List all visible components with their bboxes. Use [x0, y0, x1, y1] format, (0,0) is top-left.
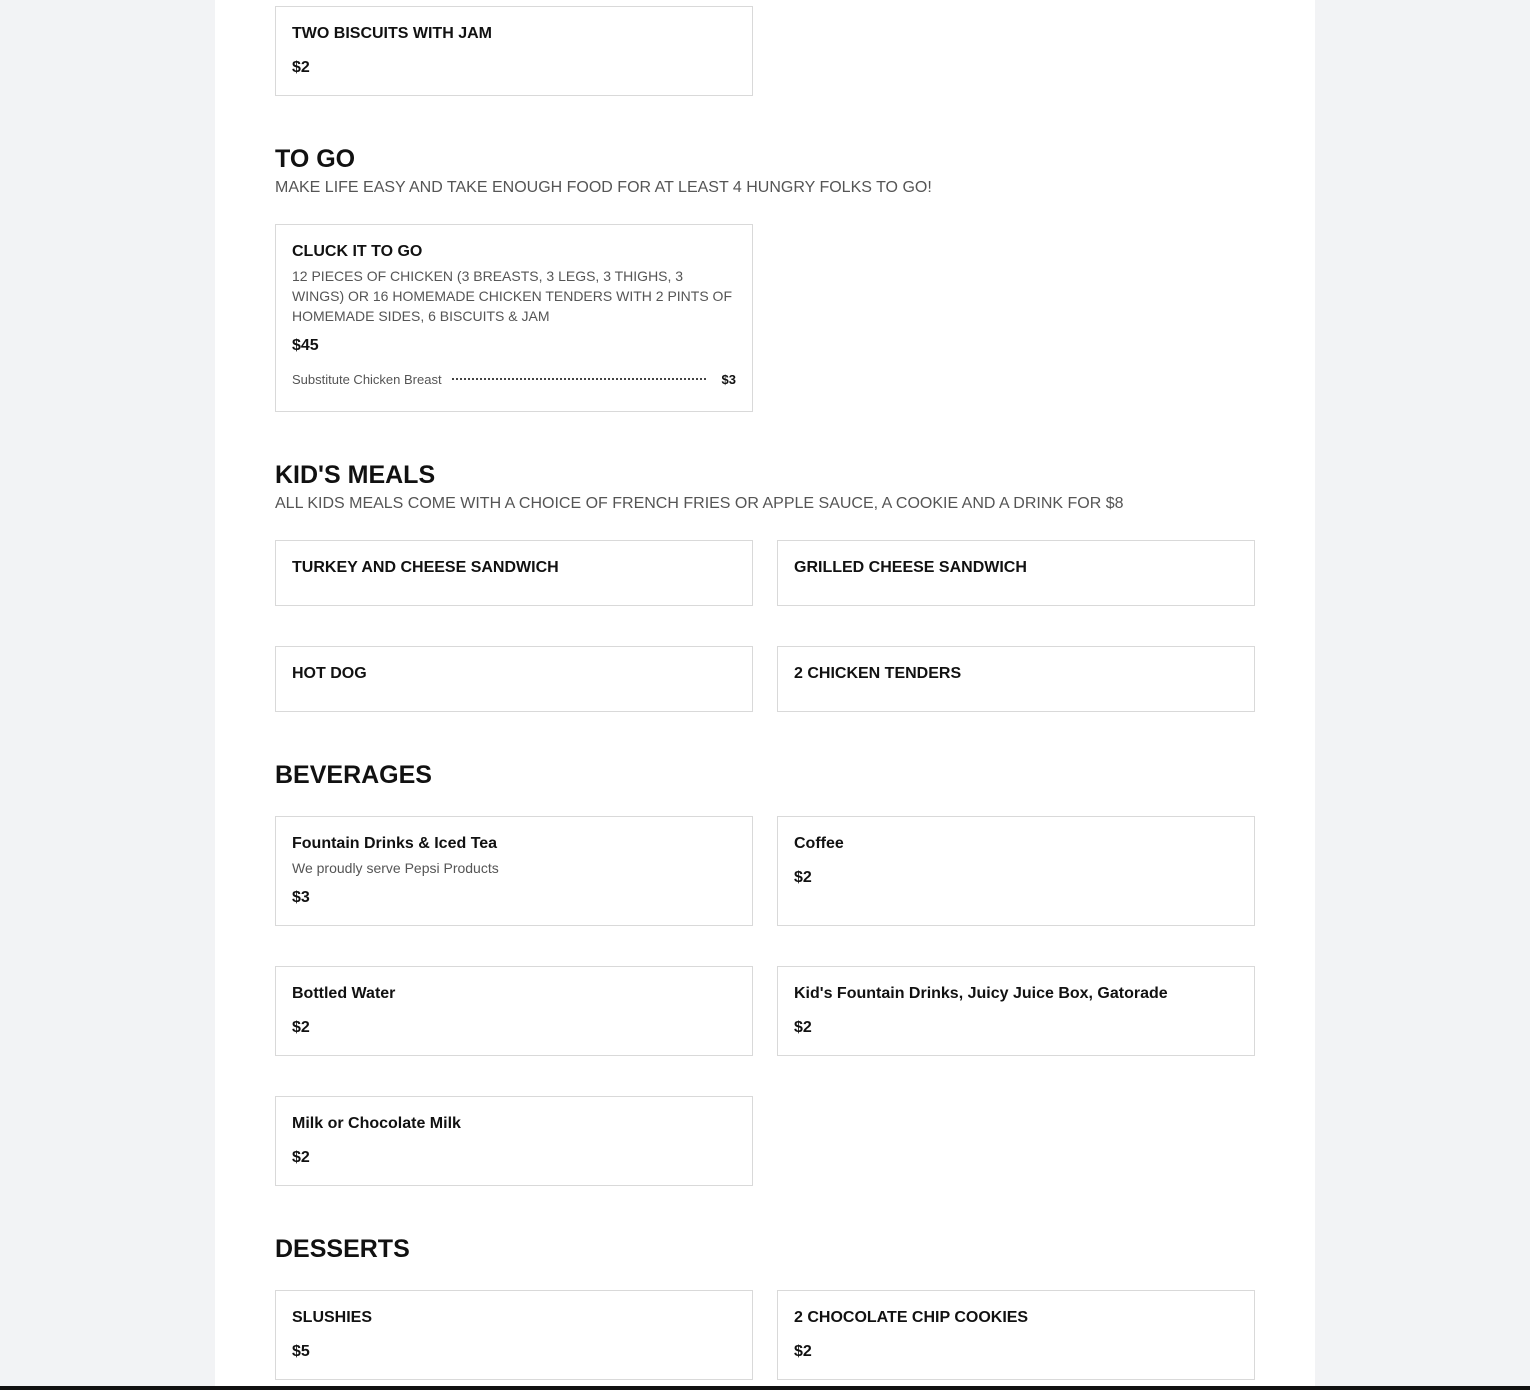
item-price: $2 [292, 59, 310, 76]
menu-item-card[interactable] [777, 540, 1255, 606]
item-name: Coffee [794, 835, 844, 852]
item-name: Bottled Water [292, 985, 396, 1002]
item-description: 12 PIECES OF CHICKEN (3 BREASTS, 3 LEGS, 3 THIGHS, 3 WINGS) OR 16 HOMEMADE CHICKEN TENDERS WITH 2 PINTS OF HOMEMADE SIDES, 6 BISCUITS & JAM [292, 268, 733, 324]
menu-item-card[interactable] [275, 1096, 753, 1186]
menu-item-card[interactable] [777, 966, 1255, 1056]
item-name: TWO BISCUITS WITH JAM [292, 25, 492, 42]
modifier-label: Substitute Chicken Breast [292, 372, 442, 387]
menu-item-card[interactable] [275, 540, 753, 606]
item-price: $45 [292, 337, 319, 354]
menu-item-card[interactable] [275, 816, 753, 926]
item-price: $5 [292, 1343, 310, 1360]
menu-page [215, 0, 1315, 1390]
bottom-bar [0, 1386, 1530, 1390]
menu-item-card[interactable] [275, 966, 753, 1056]
menu-item-card[interactable] [777, 646, 1255, 712]
item-name: HOT DOG [292, 665, 367, 682]
menu-item-card[interactable] [275, 6, 753, 96]
section-title-to-go: TO GO [275, 145, 356, 173]
menu-item-card[interactable] [777, 1290, 1255, 1380]
item-name: SLUSHIES [292, 1309, 373, 1326]
item-price: $3 [292, 889, 310, 906]
item-modifier [292, 372, 736, 387]
item-name: TURKEY AND CHEESE SANDWICH [292, 559, 559, 576]
menu-item-card[interactable] [275, 1290, 753, 1380]
item-name: CLUCK IT TO GO [292, 243, 423, 260]
item-price: $2 [794, 1019, 812, 1036]
item-name: GRILLED CHEESE SANDWICH [794, 559, 1027, 576]
dotted-leader [452, 378, 706, 380]
section-subtitle-to-go: MAKE LIFE EASY AND TAKE ENOUGH FOOD FOR AT LEAST 4 HUNGRY FOLKS TO GO! [275, 179, 932, 196]
section-title-beverages: BEVERAGES [275, 761, 432, 789]
item-price: $2 [794, 1343, 812, 1360]
item-price: $2 [292, 1019, 310, 1036]
item-name: Kid's Fountain Drinks, Juicy Juice Box, Gatorade [794, 985, 1168, 1002]
item-description: We proudly serve Pepsi Products [292, 860, 499, 876]
item-name: 2 CHICKEN TENDERS [794, 665, 962, 682]
menu-item-card[interactable] [275, 224, 753, 412]
item-name: 2 CHOCOLATE CHIP COOKIES [794, 1309, 1029, 1326]
item-price: $2 [292, 1149, 310, 1166]
section-title-desserts: DESSERTS [275, 1235, 410, 1263]
item-name: Fountain Drinks & Iced Tea [292, 835, 498, 852]
section-subtitle-kids-meals: ALL KIDS MEALS COME WITH A CHOICE OF FRENCH FRIES OR APPLE SAUCE, A COOKIE AND A DRINK FOR $8 [275, 495, 1124, 512]
modifier-price: $3 [721, 372, 736, 387]
item-price: $2 [794, 869, 812, 886]
menu-item-card[interactable] [275, 646, 753, 712]
item-name: Milk or Chocolate Milk [292, 1115, 461, 1132]
section-title-kids-meals: KID'S MEALS [275, 461, 436, 489]
menu-item-card[interactable] [777, 816, 1255, 926]
